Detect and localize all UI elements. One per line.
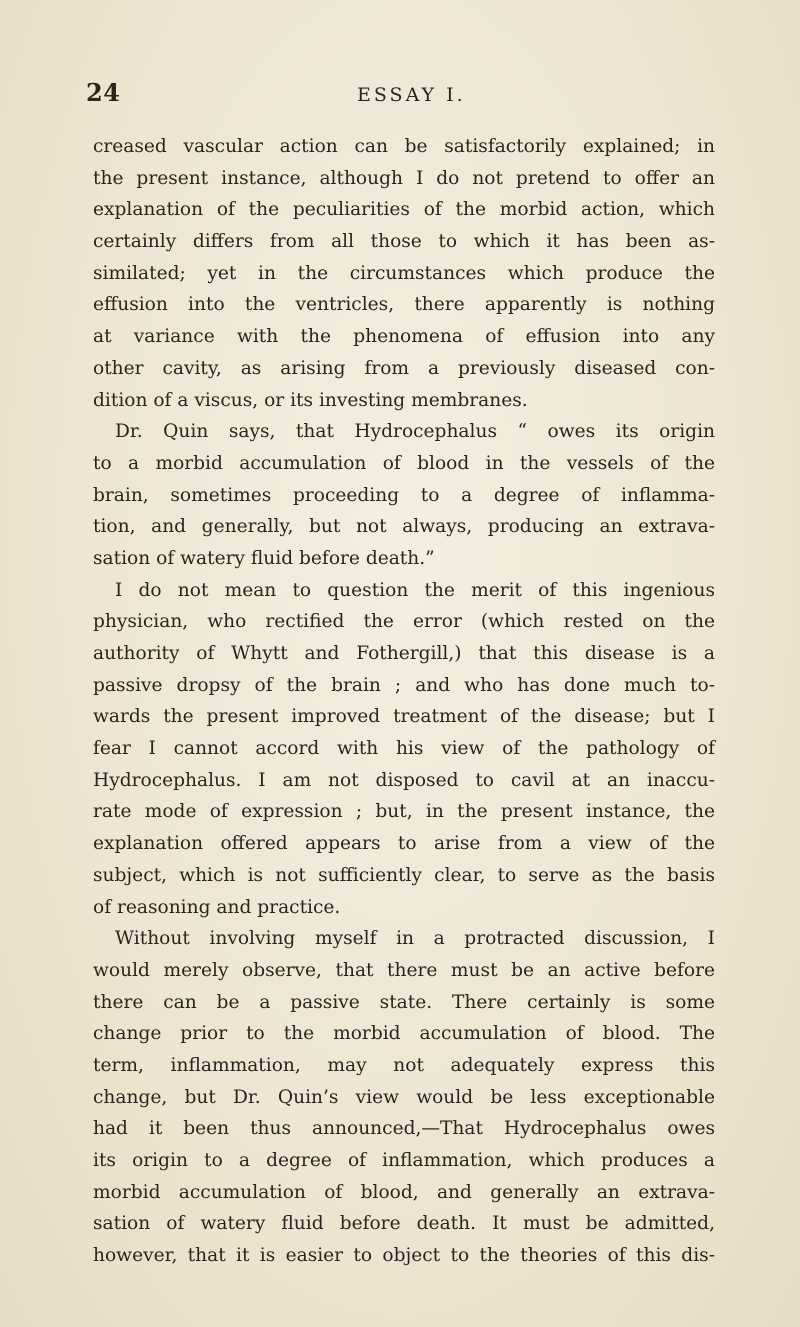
text-line: Hydrocephalus. I am not disposed to cavil at an inaccu- [93, 769, 715, 791]
running-head [0, 78, 800, 108]
text-line: would merely observe, that there must be an active before [93, 959, 715, 981]
text-line: explanation offered appears to arise from a view of the [93, 833, 715, 855]
text-line: passive dropsy of the brain ; and who has done much to- [93, 674, 715, 696]
text-line: at variance with the phenomena of effusion into any [93, 326, 715, 348]
text-line: however, that it is easier to object to the theories of this dis- [93, 1245, 715, 1267]
text-line: dition of a viscus, or its investing membranes. [93, 389, 528, 411]
running-title: ESSAY I. [357, 84, 466, 106]
text-line: subject, which is not sufficiently clear, to serve as the basis [93, 864, 715, 886]
text-line: other cavity, as arising from a previously diseased con- [93, 357, 715, 379]
page-number: 24 [86, 78, 121, 107]
text-line: creased vascular action can be satisfactorily explained; in [93, 136, 715, 157]
text-line: physician, who rectified the error (which rested on the [93, 611, 715, 633]
text-line: its origin to a degree of inflammation, which produces a [93, 1150, 715, 1171]
text-line: explanation of the peculiarities of the morbid action, which [93, 199, 715, 221]
text-line: authority of Whytt and Fothergill,) that this disease is a [93, 643, 715, 664]
text-line: wards the present improved treatment of the disease; but I [93, 706, 715, 728]
body-text [93, 131, 715, 1272]
text-line: tion, and generally, but not always, producing an extrava- [93, 516, 715, 538]
text-line: change, but Dr. Quin’s view would be less exceptionable [93, 1086, 715, 1108]
text-line: term, inflammation, may not adequately express this [93, 1054, 715, 1076]
text-line: sation of watery fluid before death. It must be admitted, [93, 1213, 715, 1235]
text-line: I do not mean to question the merit of this ingenious [115, 579, 715, 601]
text-line: change prior to the morbid accumulation of blood. The [93, 1023, 715, 1045]
text-line: to a morbid accumulation of blood in the vessels of the [93, 452, 715, 474]
text-line: of reasoning and practice. [93, 896, 341, 918]
text-line: rate mode of expression ; but, in the present instance, the [93, 801, 715, 823]
text-line: certainly differs from all those to which it has been as- [93, 231, 715, 253]
text-line: Without involving myself in a protracted discussion, I [115, 928, 715, 950]
text-line: had it been thus announced,—That Hydrocephalus owes [93, 1118, 715, 1140]
text-line: fear I cannot accord with his view of the pathology of [93, 738, 715, 760]
text-line: there can be a passive state. There certainly is some [93, 991, 715, 1013]
text-line: brain, sometimes proceeding to a degree of inflamma- [93, 484, 715, 506]
text-line: morbid accumulation of blood, and generally an extrava- [93, 1181, 715, 1203]
text-line: sation of watery fluid before death.” [93, 547, 435, 569]
text-line: Dr. Quin says, that Hydrocephalus “ owes its origin [115, 421, 715, 443]
text-line: the present instance, although I do not pretend to offer an [93, 167, 715, 189]
text-line: similated; yet in the circumstances which produce the [93, 262, 715, 284]
text-line: effusion into the ventricles, there apparently is nothing [93, 294, 715, 316]
